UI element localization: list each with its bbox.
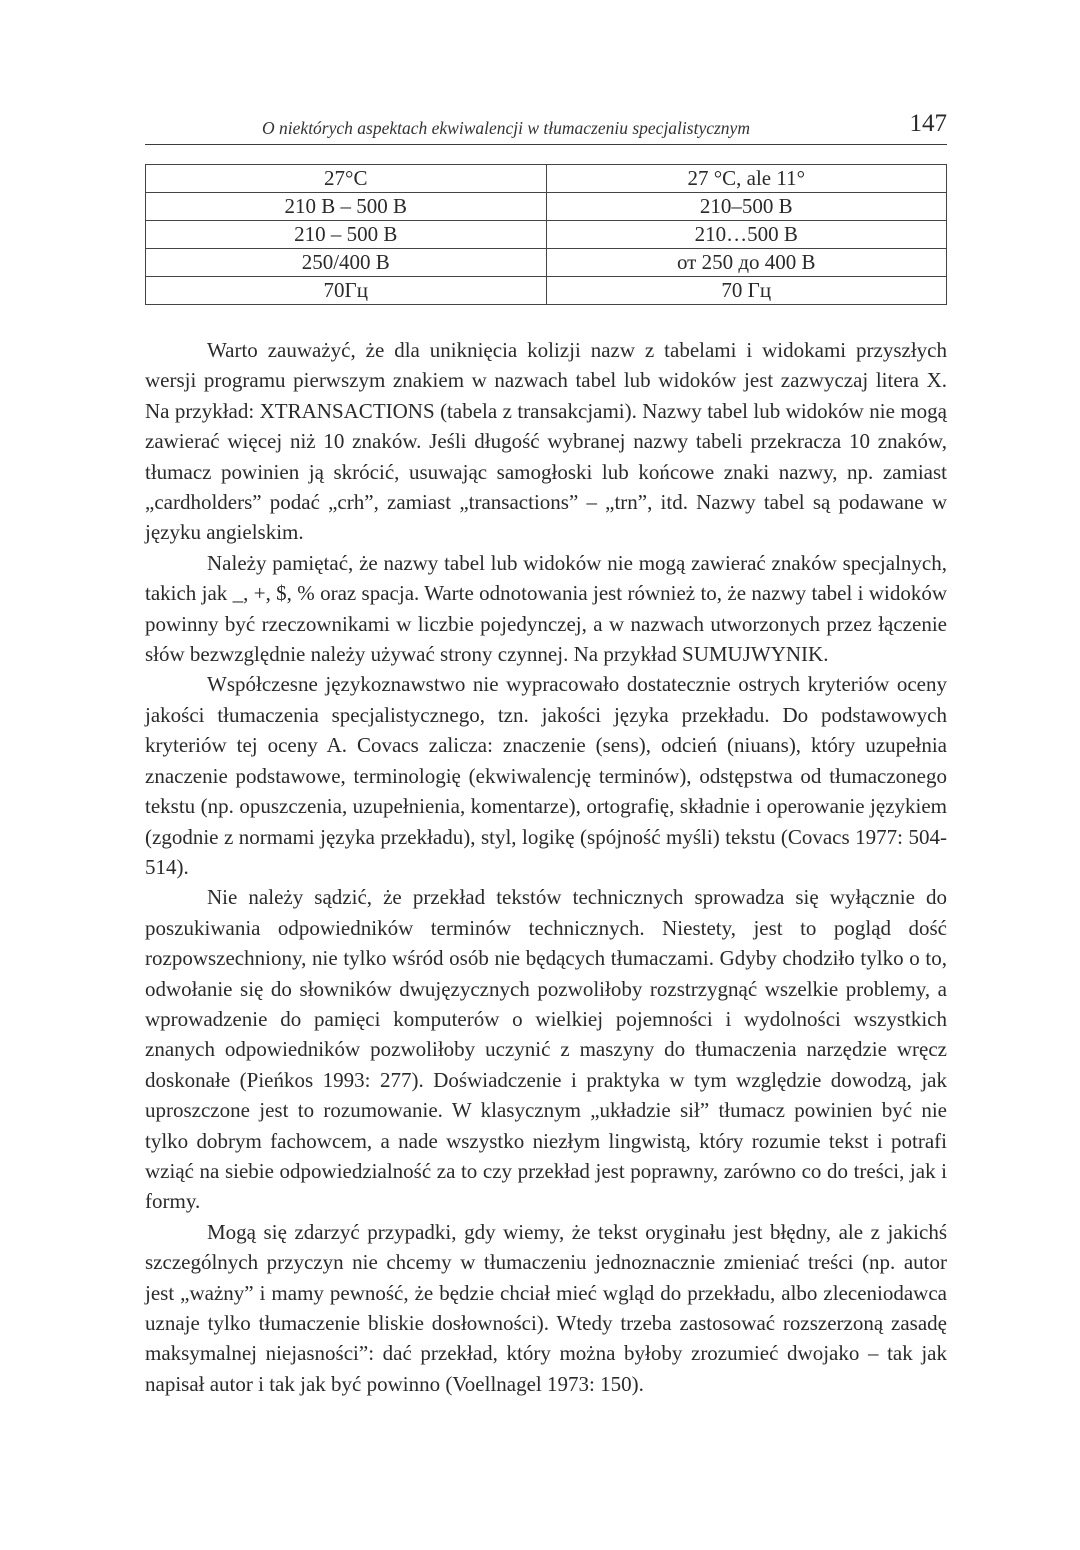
paragraph: Należy pamiętać, że nazwy tabel lub widoków nie mogą zawierać znaków specjalnych, takich jak _, +, $, % oraz spacja. Warte odnotowania jest również to, że nazwy tabel i widoków powinny być rzeczownikami w liczbie pojedynczej, a w nazwach utworzonych przez łączenie słów bezwzględnie należy używać strony czynnej. Na przykład SUMUJWYNIK. (145, 550, 947, 667)
table-cell: 70 Гц (546, 277, 947, 305)
running-head (145, 108, 947, 145)
table-row (146, 221, 947, 249)
table-cell: 27 °C, ale 11° (546, 165, 947, 193)
table-cell: 250/400 В (146, 249, 547, 277)
page (145, 108, 947, 1399)
paragraph: Mogą się zdarzyć przypadki, gdy wiemy, że tekst oryginału jest błędny, ale z jakichś szczególnych przyczyn nie chcemy w tłumaczeniu jednoznacznie zmieniać treści (np. autor jest „ważny” i mamy pewność, że będzie chciał mieć wgląd do przekładu, albo zleceniodawca uznaje tylko tłumaczenie bliskie dosłowności). Wtedy trzeba zastosować rozszerzoną zasadę maksymalnej niejasności”: dać przekład, który można byłoby zrozumieć dwojako – tak jak napisał autor i tak jak być powinno (Voellnagel 1973: 150). (145, 1219, 947, 1396)
table-cell: от 250 до 400 В (546, 249, 947, 277)
table-row (146, 193, 947, 221)
running-title: O niektórych aspektach ekwiwalencji w tłumaczeniu specjalistycznym (262, 118, 750, 138)
table-row (146, 165, 947, 193)
paragraph: Współczesne językoznawstwo nie wypracowało dostatecznie ostrych kryteriów oceny jakości tłumaczenia specjalistycznego, tzn. jakości języka przekładu. Do podstawowych kryteriów tej oceny A. Covacs zalicza: znaczenie (sens), odcień (niuans), który uzupełnia znaczenie podstawowe, terminologię (ekwiwalencję terminów), odstępstwa od tłumaczonego tekstu (np. opuszczenia, uzupełnienia, komentarze), ortografię, składnie i operowanie językiem (zgodnie z normami języka przekładu), styl, logikę (spójność myśli) tekstu (Covacs 1977: 504-514). (145, 672, 947, 879)
table-cell: 27°C (146, 165, 547, 193)
table-cell: 210 – 500 В (146, 221, 547, 249)
table-row (146, 277, 947, 305)
table-cell: 210–500 В (546, 193, 947, 221)
table-cell: 210 В – 500 В (146, 193, 547, 221)
table-row (146, 249, 947, 277)
body-text (145, 335, 947, 1399)
page-number: 147 (909, 110, 947, 137)
table-cell: 70Гц (146, 277, 547, 305)
table-cell: 210…500 В (546, 221, 947, 249)
paragraph: Warto zauważyć, że dla uniknięcia kolizji nazw z tabelami i widokami przyszłych wersji programu pierwszym znakiem w nazwach tabel lub widoków jest zazwyczaj litera X. Na przykład: XTRANSACTIONS (tabela z transakcjami). Nazwy tabel lub widoków nie mogą zawierać więcej niż 10 znaków. Jeśli długość wybranej nazwy tabeli przekracza 10 znaków, tłumacz powinien ją skrócić, usuwając samogłoski lub końcowe znaki nazwy, np. zamiast „cardholders” podać „crh”, zamiast „transactions” – „trn”, itd. Nazwy tabel są podawane w języku angielskim. (145, 338, 947, 545)
units-table (145, 164, 947, 305)
paragraph: Nie należy sądzić, że przekład tekstów technicznych sprowadza się wyłącznie do poszukiwania odpowiedników terminów technicznych. Niestety, jest to pogląd dość rozpowszechniony, nie tylko wśród osób nie będących tłumaczami. Gdyby chodziło tylko o to, odwołanie się do słowników dwujęzycznych pozwoliłoby rozstrzygnąć wszelkie problemy, a wprowadzenie do pamięci komputerów o wielkiej pojemności i wydolności wszystkich znanych odpowiedników pozwoliłoby uczynić z maszyny do tłumaczenia narzędzie wręcz doskonałe (Pieńkos 1993: 277). Doświadczenie i praktyka w tym względzie dowodzą, jak uproszczone jest to rozumowanie. W klasycznym „układzie sił” tłumacz powinien być nie tylko dobrym fachowcem, a nade wszystko niezłym lingwistą, który rozumie tekst i potrafi wziąć na siebie odpowiedzialność za to czy przekład jest poprawny, zarówno co do treści, jak i formy. (145, 885, 947, 1214)
